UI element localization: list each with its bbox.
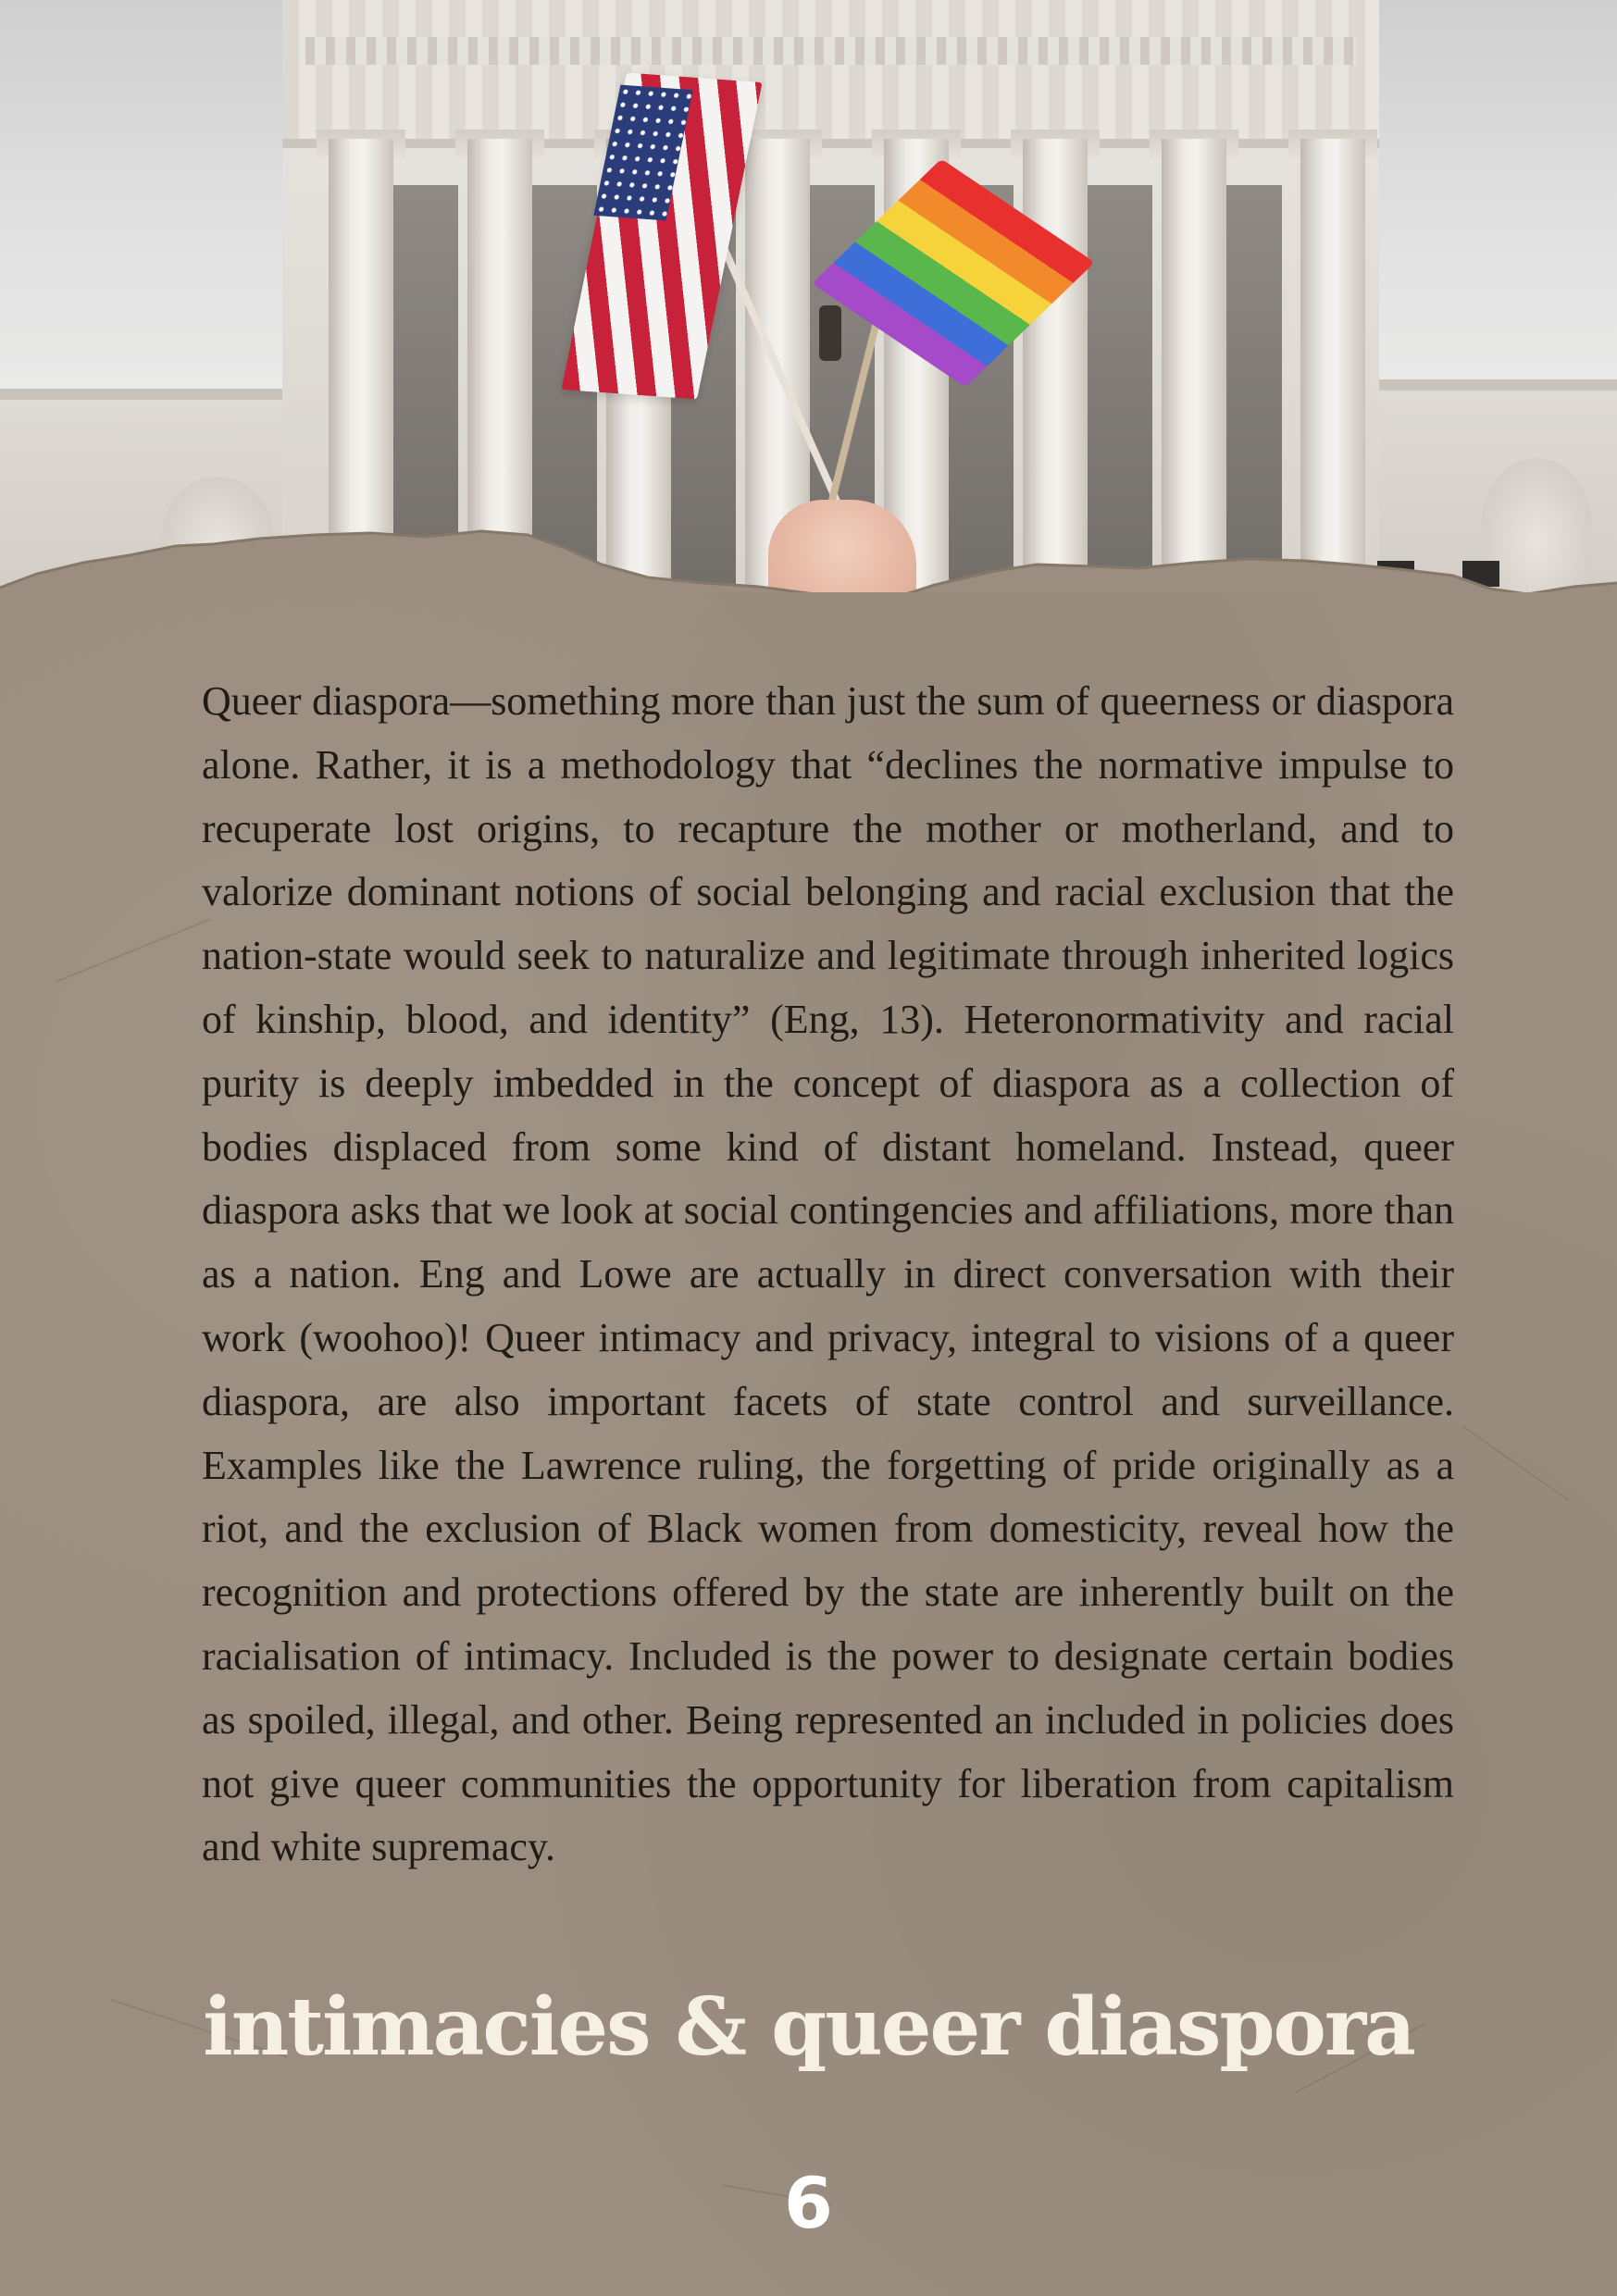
body-paragraph: Queer diaspora—something more than just the sum of queerness or diaspora alone. Rather, it is a methodology that “declines the normative impulse to recuperate lost origins, to recapture the mother or motherland, and to valorize dominant notions of social belonging and racial exclusion that the nation-state would seek to naturalize and legitimate through inherited logics of kinship, blood, and identity” (Eng, 13). Heteronormativity and racial purity is deeply imbedded in the concept of diaspora as a collection of bodies displaced from some kind of distant homeland. Instead, queer diaspora asks that we look at social contingencies and affiliations, more than as a nation. Eng and Lowe are actually in direct conversation with their work (woohoo)! Queer intimacy and privacy, integral to visions of a queer diaspora, are also important facets of state control and surveillance. Examples like the Lawrence ruling, the forgetting of pride originally as a riot, and the exclusion of Black women from domesticity, reveal how the recognition and protections offered by the state are inherently built on the racialisation of intimacy. Included is the power to designate certain bodies as spoiled, illegal, and other. Being represented an included in policies does not give queer communities the opportunity for liberation from capitalism and white supremacy. — [202, 678, 1454, 1870]
page-title: intimacies & queer diaspora — [203, 1980, 1414, 2074]
entablature — [282, 0, 1379, 148]
paper-crack — [1462, 1425, 1569, 1501]
frieze — [305, 37, 1356, 65]
paper-crack — [56, 919, 211, 983]
page-number: 6 — [784, 2162, 833, 2244]
lantern-icon — [819, 305, 841, 361]
